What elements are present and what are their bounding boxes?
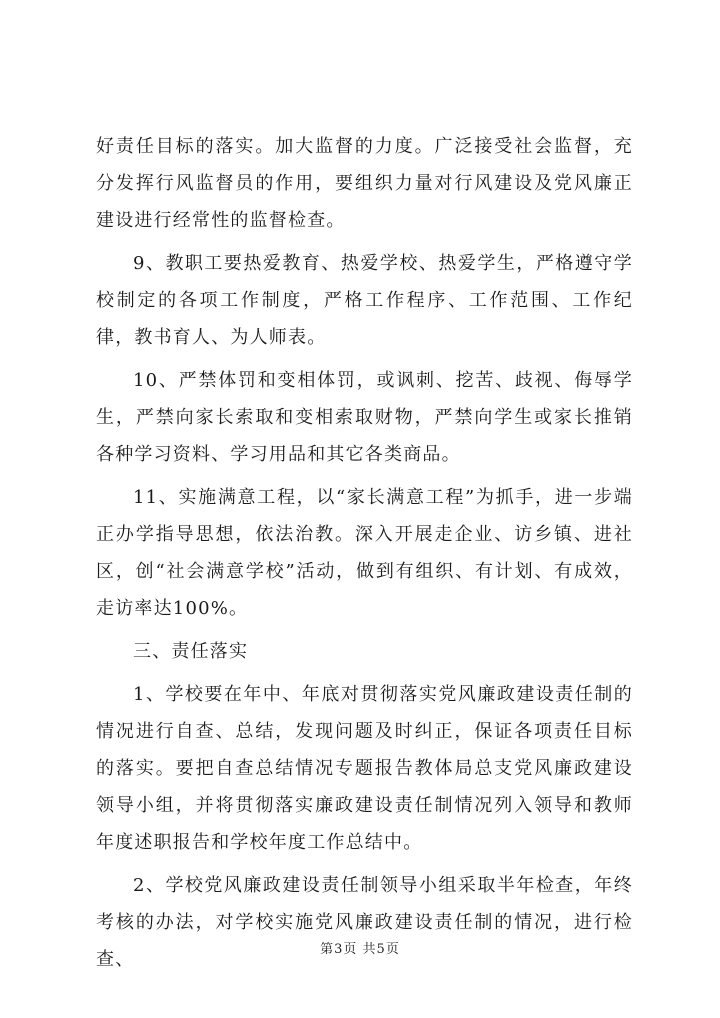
document-body — [96, 128, 633, 984]
page-number-footer: 第3页 共5页 — [320, 942, 400, 957]
paragraph-continuation: 好责任目标的落实。加大监督的力度。广泛接受社会监督，充分发挥行风监督员的作用，要组织力量对行风建设及党风廉正建设进行经常性的监督检查。 — [96, 136, 633, 231]
paragraph-section3-item-1: 1、学校要在年中、年底对贯彻落实党风廉政建设责任制的情况进行自查、总结，发现问题及时纠正，保证各项责任目标的落实。要把自查总结情况专题报告教体局总支党风廉政建设领导小组，并将贯彻落实廉政建设责任制情况列入领导和教师年度述职报告和学校年度工作总结中。 — [96, 684, 633, 853]
section-heading: 三、责任落实 — [133, 641, 249, 662]
paragraph-item-11: 11、实施满意工程，以“家长满意工程”为抓手，进一步端正办学指导思想，依法治教。深入开展走企业、访乡镇、进社区，创“社会满意学校”活动，做到有组织、有计划、有成效，走访率达100%。 — [96, 487, 633, 619]
paragraph-item-10: 10、严禁体罚和变相体罚，或讽刺、挖苦、歧视、侮辱学生，严禁向家长索取和变相索取财物，严禁向学生或家长推销各种学习资料、学习用品和其它各类商品。 — [96, 370, 633, 465]
paragraph-item-9: 9、教职工要热爱教育、热爱学校、热爱学生，严格遵守学校制定的各项工作制度，严格工作程序、工作范围、工作纪律，教书育人、为人师表。 — [96, 253, 633, 348]
paragraph-section3-item-2: 2、学校党风廉政建设责任制领导小组采取半年检查，年终考核的办法，对学校实施党风廉政建设责任制的情况，进行检查、 — [96, 875, 633, 970]
